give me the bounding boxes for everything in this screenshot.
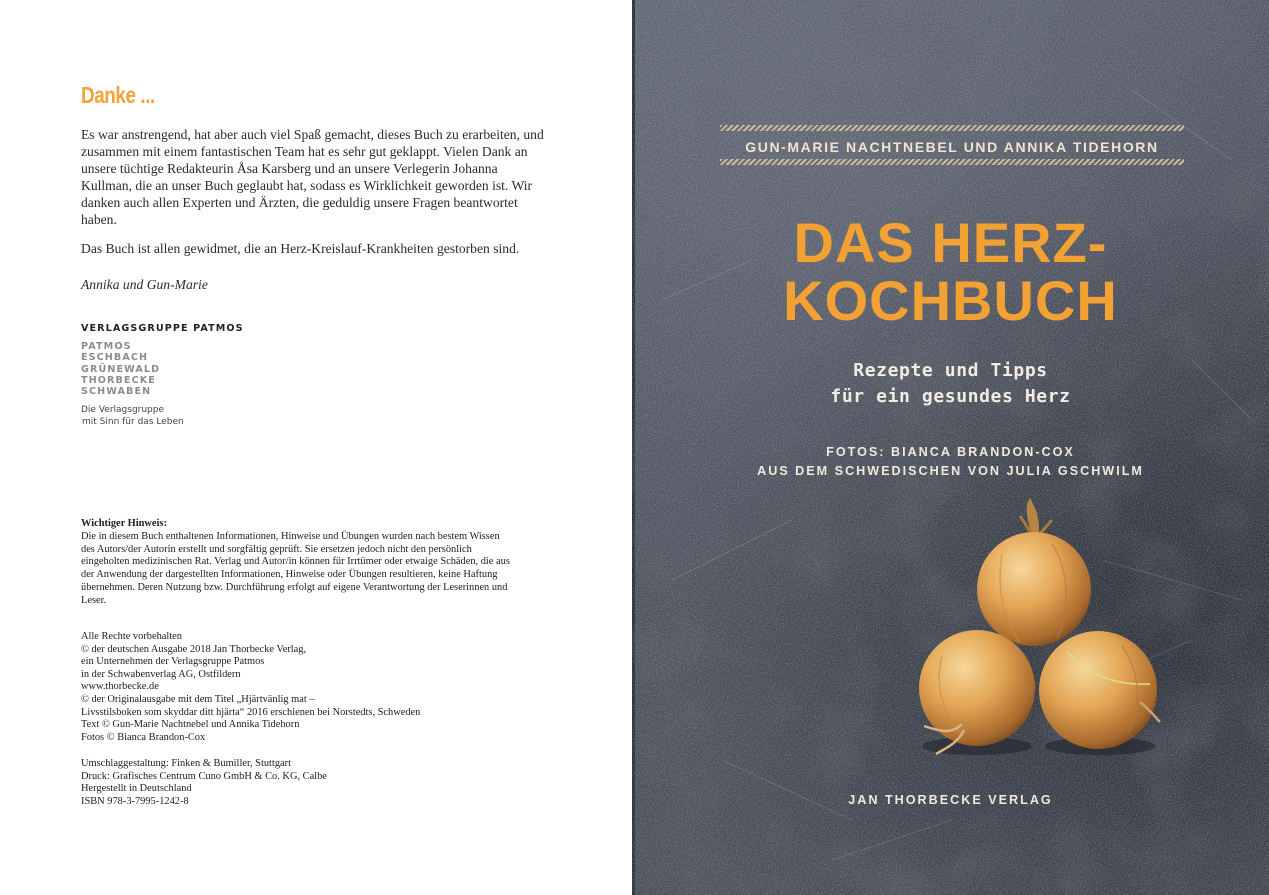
- cover-title-line: DAS HERZ-: [793, 211, 1108, 274]
- legal-notice: [81, 518, 511, 608]
- photo-credit: FOTOS: BIANCA BRANDON-COX: [826, 445, 1075, 459]
- cover-subtitle: [632, 358, 1269, 410]
- thanks-paragraph: [81, 126, 546, 228]
- verlagsgruppe-slogan: [81, 404, 184, 428]
- cover-title-line: KOCHBUCH: [783, 269, 1118, 332]
- imprint-item: SCHWABEN: [81, 386, 152, 398]
- imprint-item: GRÜNEWALD: [81, 363, 161, 375]
- onions-illustration: [902, 496, 1172, 761]
- rights-line: ein Unternehmen der Verlagsgruppe Patmos: [81, 656, 265, 668]
- production-block: [81, 758, 327, 808]
- cover-title: [632, 211, 1269, 332]
- production-line: Umschlaggestaltung: Finken & Bumiller, Stuttgart: [81, 758, 291, 769]
- rights-line: Text © Gun-Marie Nachtnebel und Annika Tidehorn: [81, 719, 300, 731]
- rights-line: www.thorbecke.de: [81, 681, 159, 693]
- dedication-paragraph: [81, 240, 546, 257]
- onion-right: [1039, 631, 1160, 749]
- danke-heading: Danke ...: [81, 82, 155, 108]
- decorative-stripe-top: [720, 125, 1184, 131]
- onion-top: [977, 498, 1091, 646]
- rights-line: © der Originalausgabe mit dem Titel „Hjärtvänlig mat –: [81, 693, 315, 705]
- rights-line: Fotos © Bianca Brandon-Cox: [81, 731, 206, 743]
- cover-publisher: JAN THORBECKE VERLAG: [848, 793, 1053, 807]
- slogan-line: mit Sinn für das Leben: [82, 417, 184, 427]
- rights-block: [81, 631, 420, 744]
- subtitle-line: Rezepte und Tipps: [853, 360, 1048, 381]
- rights-line: Alle Rechte vorbehalten: [81, 631, 182, 642]
- rights-line: © der deutschen Ausgabe 2018 Jan Thorbecke Verlag,: [81, 643, 307, 655]
- imprint-item: PATMOS: [81, 341, 132, 352]
- production-line: Hergestellt in Deutschland: [81, 783, 192, 795]
- production-line: Druck: Grafisches Centrum Cuno GmbH & Co. KG, Calbe: [81, 770, 327, 782]
- signature: Annika und Gun-Marie: [81, 277, 208, 292]
- imprint-item: ESCHBACH: [81, 352, 149, 364]
- translation-credit: AUS DEM SCHWEDISCHEN VON JULIA GSCHWILM: [757, 464, 1144, 478]
- onion-left: [919, 630, 1035, 754]
- cover-credits: [632, 443, 1269, 481]
- subtitle-line: für ein gesundes Herz: [830, 386, 1071, 407]
- legal-notice-text: Die in diesem Buch enthaltenen Informationen, Hinweise und Übungen wurden nach bestem Wissen des Autors/der Autorin erstellt und sorgfältig geprüft. Sie ersetzen jedoch nicht den persönlich eingeholten medizinischen Rat. Verlag und Autor/in können für Irrtümer oder etwaige Schäden, die aus der Anwendung der dargestellten Informationen, Hinweise oder Übungen resultieren, keine Haftung übernehmen. Deren Nutzung bzw. Durchführung erfolgt auf eigene Verantwortung der Leserinnen und Leser.: [81, 530, 510, 606]
- verlagsgruppe-heading: VERLAGSGRUPPE PATMOS: [81, 323, 244, 334]
- cover-authors: GUN-MARIE NACHTNEBEL UND ANNIKA TIDEHORN: [745, 139, 1159, 155]
- imprint-page: [0, 0, 632, 895]
- book-cover: [632, 0, 1269, 895]
- isbn-line: ISBN 978-3-7995-1242-8: [81, 795, 189, 807]
- slogan-line: Die Verlagsgruppe: [81, 405, 165, 415]
- rights-line: Livsstilsboken som skyddar ditt hjärta“ 2016 erschienen bei Norstedts, Schweden: [81, 706, 421, 718]
- legal-notice-label: Wichtiger Hinweis:: [81, 518, 167, 529]
- decorative-stripe-bottom: [720, 159, 1184, 165]
- dedication-text: Das Buch ist allen gewidmet, die an Herz-Kreislauf-Krankheiten gestorben sind.: [81, 241, 520, 256]
- imprint-list: [81, 341, 160, 397]
- rights-line: in der Schwabenverlag AG, Ostfildern: [81, 668, 241, 680]
- thanks-text: Es war anstrengend, hat aber auch viel Spaß gemacht, dieses Buch zu erarbeiten, und zusammen mit einem fantastischen Team hat es sehr gut geklappt. Vielen Dank an unsere tüchtige Redakteurin Åsa Karsberg und an unsere Verlegerin Johanna Kullman, die an unser Buch geglaubt hat, sodass es Wirklichkeit geworden ist. Wir danken auch allen Experten und Ärzten, die geduldig unsere Fragen beantwortet haben.: [81, 127, 544, 227]
- imprint-item: THORBECKE: [81, 374, 156, 386]
